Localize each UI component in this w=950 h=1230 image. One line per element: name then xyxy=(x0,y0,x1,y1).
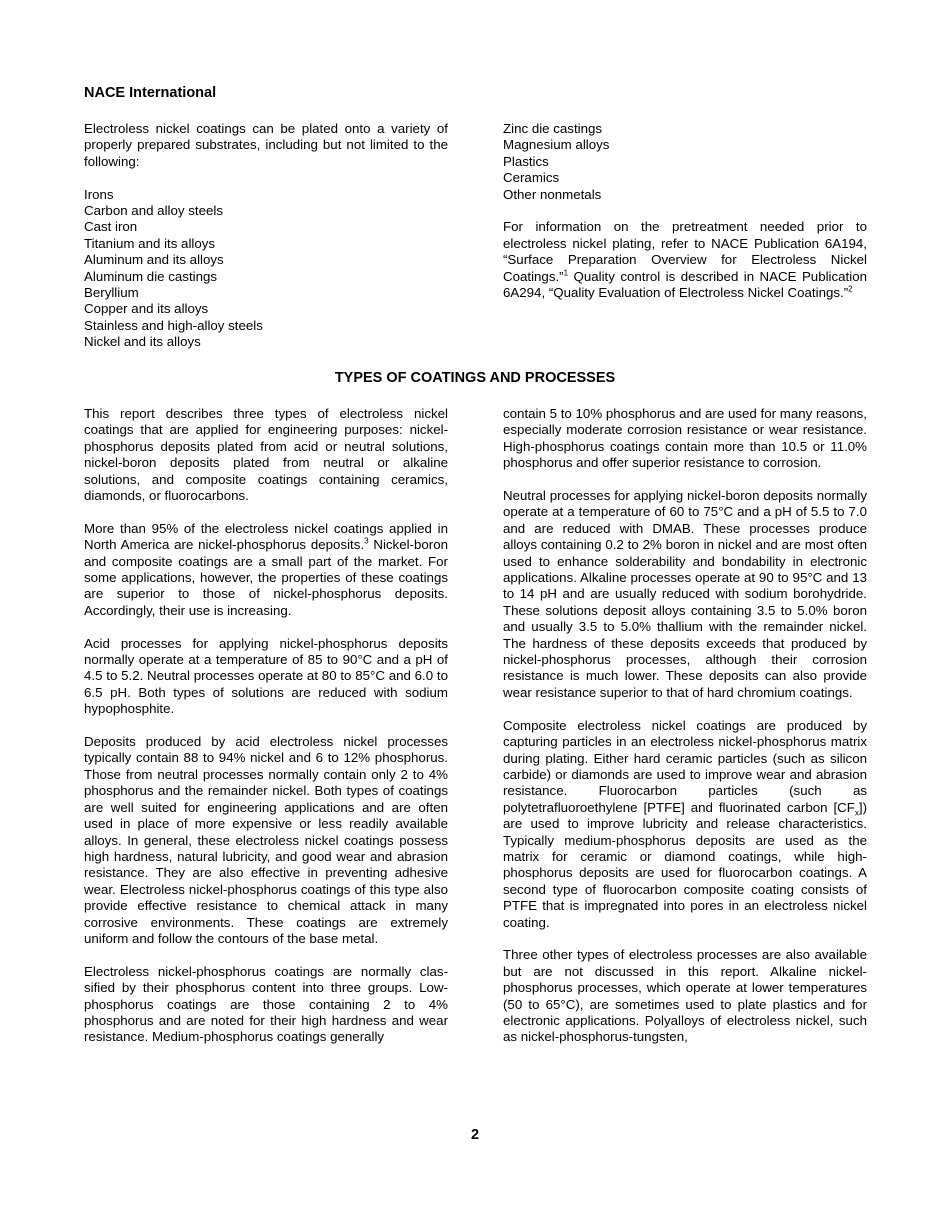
body-left-column xyxy=(84,406,448,1062)
intro-left-column xyxy=(84,121,448,367)
footnote-ref-1: 1 xyxy=(563,268,569,278)
paragraph: Neutral processes for applying nickel-boron deposits normally operate at a temperature of 60 to 75°C and a pH of 5.5 to 7.0 and are reduced with DMAB. These processes produce alloys containing 0.2 to 2% boron in nickel and are most often used to enhance solderability and bondability in electronic applications. Alkaline processes operate at 90 to 95°C and 13 to 14 pH and are usually reduced with sodium borohydride. These solutions deposit alloys containing 3.5 to 5.0% boron and usually 3.5 to 5.0% thallium with the remainder nickel. The hardness of these deposits exceeds that produced by nickel-phosphorus processes, although their corrosion resistance is much lower. These deposits can also provide wear resistance superior to that of hard chromium coatings. xyxy=(503,488,867,700)
list-item: Stainless and high-alloy steels xyxy=(84,317,263,333)
footnote-ref-2: 2 xyxy=(848,284,853,294)
paragraph: contain 5 to 10% phosphorus and are used for many reasons, especially moderate corrosion resistance or wear resistance. High-phosphorus coatings contain more than 10.5 or 11.0% phosphorus and offer superior resistance to corrosion. xyxy=(503,406,867,471)
subscript: x xyxy=(854,808,859,818)
list-item: Other nonmetals xyxy=(503,186,602,202)
paragraph-text: ]) are used to improve lubricity and release characteristics. Typically medium-phosphorus deposits are used as the matrix for ceramic or diamond coatings, while high-phosphorus deposits are used for fluorocarbon coatings. A second type of fluorocarbon composite coating consists of PTFE that is impregnated into pores in an electroless nickel coating. xyxy=(503,799,867,930)
list-item: Plastics xyxy=(503,153,549,169)
paragraph: Three other types of electroless processes are also available but are not discussed in this report. Alkaline nickel-phosphorus processes, which operate at lower temperatures (50 to 65°C), are sometimes used to plate plastics and for electronic applications. Polyalloys of electroless nickel, such as nickel-phosphorus-tungsten, xyxy=(503,947,867,1045)
pretreatment-text-1: For information on the pretreatment needed prior to electroless nickel plating, refer to NACE Publication 6A194, “Surface Preparation Overview for Electroless Nickel Coatings.” xyxy=(503,219,867,284)
list-item: Beryllium xyxy=(84,285,139,301)
list-item: Copper and its alloys xyxy=(84,301,209,317)
paragraph-text: Nickel-boron and composite coatings are a small part of the market. For some applications, however, the properties of these coatings are superior to those of nickel-phosphorus deposits. Accordingly, their use is increasing. xyxy=(84,537,448,618)
list-item: Carbon and alloy steels xyxy=(84,203,223,219)
list-item: Aluminum die castings xyxy=(84,268,218,284)
page-number: 2 xyxy=(470,1127,480,1143)
footnote-ref-3: 3 xyxy=(364,536,369,546)
list-item: Ceramics xyxy=(503,170,560,186)
substrate-list-left xyxy=(84,187,448,351)
body-right-column xyxy=(503,406,867,1062)
list-item: Titanium and its alloys xyxy=(84,235,216,251)
section-title: TYPES OF COATINGS AND PROCESSES xyxy=(334,370,616,386)
list-item: Nickel and its alloys xyxy=(84,334,201,350)
paragraph: This report describes three types of electroless nickel coatings that are applied for engineering purposes: nickel-phosphorus deposits plated from acid or neutral solutions, nickel-boron deposits plated from neutral or alkaline solutions, and composite coatings containing ceramics, diamonds, or fluorocarbons. xyxy=(84,406,448,504)
paragraph xyxy=(503,718,867,931)
paragraph: Electroless nickel-phosphorus coatings are normally classified by their phosphorus content into three groups. Low-phosphorus coatings are those containing 2 to 4% phosphorus and are noted for their high hardness and wear resistance. Medium-phosphorus coatings generally xyxy=(84,963,448,1045)
list-item: Aluminum and its alloys xyxy=(84,252,224,268)
paragraph xyxy=(84,521,448,619)
paragraph: Acid processes for applying nickel-phosphorus deposits normally operate at a temperature of 85 to 90°C and a pH of 4.5 to 5.2. Neutral processes operate at 80 to 85°C and 6.0 to 6.5 pH. Both types of solutions are reduced with sodium hypophosphite. xyxy=(84,635,448,717)
substrate-list-right xyxy=(503,121,867,203)
pretreatment-text-2: Quality control is described in NACE Publication 6A294, “Quality Evaluation of Electroless Nickel Coatings.” xyxy=(503,268,867,301)
list-item: Irons xyxy=(84,186,114,202)
list-item: Cast iron xyxy=(84,219,138,235)
paragraph-text: More than 95% of the electroless nickel coatings applied in North America are nickel-phosphorus deposits. xyxy=(84,520,448,553)
intro-paragraph: Electroless nickel coatings can be plated onto a variety of properly prepared substrates, including but not limited to the following: xyxy=(84,121,448,169)
intro-right-column xyxy=(503,121,867,318)
list-item: Zinc die castings xyxy=(503,121,603,136)
paragraph: Deposits produced by acid electroless nickel processes typically contain 88 to 94% nickel and 6 to 12% phosphorus. Those from neutral processes normally contain only 2 to 4% phosphorus and the remainder nickel. Both types of coatings are well suited for engineering applications and are often used in place of more expensive or less readily available alloys. In general, these electroless nickel coatings possess high hardness, natural lubricity, and good wear and abrasion resistance. They are also effective in preventing adhesive wear. Electroless nickel-phosphorus coatings of this type also provide effective resistance to chemical attack in many corrosive environments. These coatings are extremely uniform and follow the contours of the base metal. xyxy=(84,734,448,946)
pretreatment-paragraph xyxy=(503,219,867,301)
list-item: Magnesium alloys xyxy=(503,137,610,153)
paragraph-text: Composite electroless nickel coatings are produced by capturing particles in an electroless nickel-phosphorus matrix during plating. Either hard ceramic particles (such as silicon carbide) or diamonds are used to improve wear and abrasion resistance. Fluorocarbon particles (such as polytetrafluoroethylene [PTFE] and fluorinated carbon [CF xyxy=(503,717,867,815)
page-header: NACE International xyxy=(84,85,217,101)
